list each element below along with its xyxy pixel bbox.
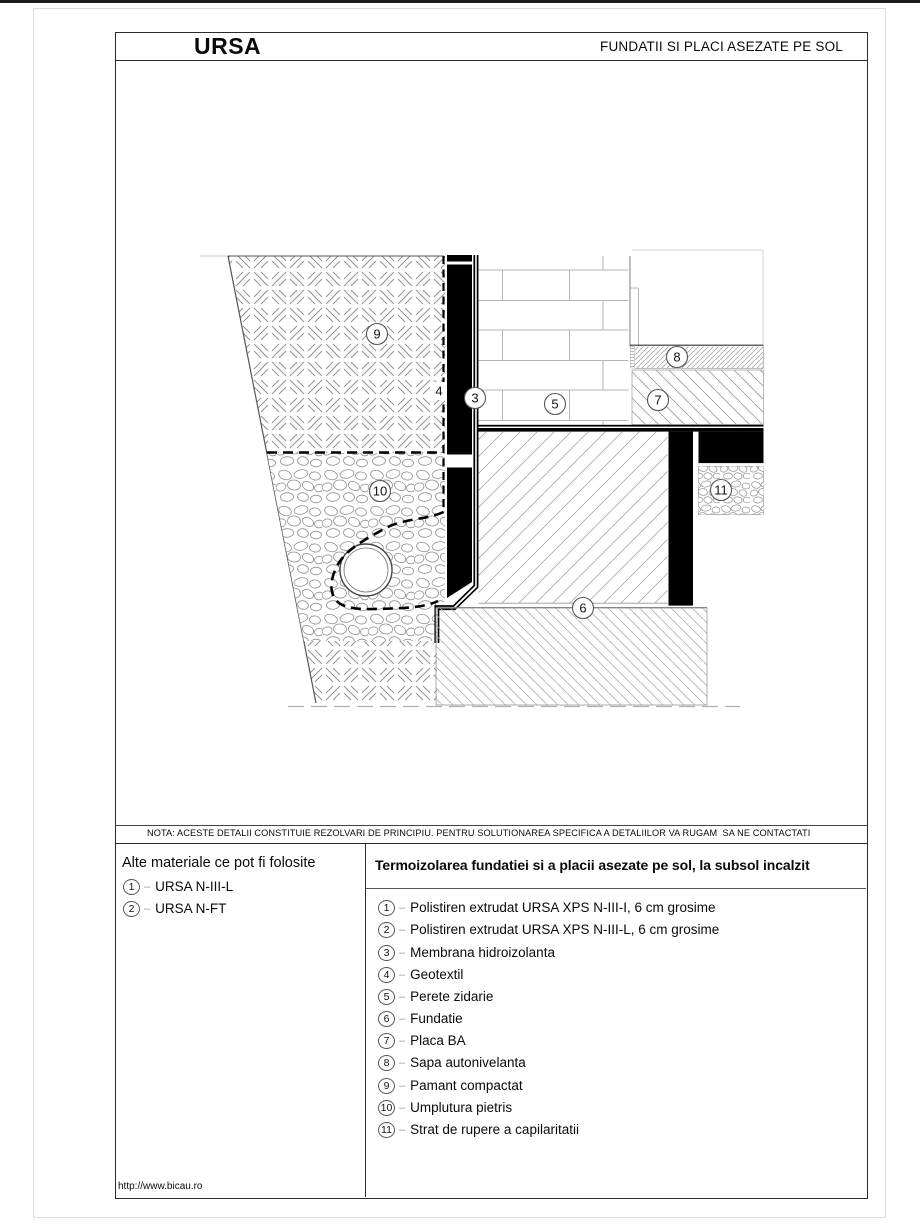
callout-9-label: 9 [373, 326, 381, 342]
callout-5-label: 5 [551, 396, 559, 412]
callout-8-label: 8 [673, 349, 681, 365]
item-label: Fundatie [410, 1011, 463, 1026]
item-number-badge: 9 [378, 1078, 395, 1094]
screed-region [635, 347, 764, 369]
item-label: Placa BA [410, 1033, 466, 1048]
item-number-badge: 4 [378, 967, 395, 983]
legend-item [378, 1010, 463, 1027]
item-label: Membrana hidroizolanta [410, 945, 555, 960]
footer-url: http://www.bicau.ro [118, 1181, 203, 1192]
brand-logo: URSA [194, 33, 262, 59]
item-dash: – [399, 1123, 406, 1136]
item-label: Sapa autonivelanta [410, 1055, 526, 1070]
item-dash: – [399, 1012, 406, 1025]
interior-xps-strip [669, 432, 694, 606]
item-dash: – [399, 968, 406, 981]
screed-edge-strip [630, 347, 634, 369]
item-dash: – [399, 923, 406, 936]
item-number-badge: 3 [378, 945, 395, 961]
item-number-badge: 6 [378, 1011, 395, 1027]
callout-10-label: 10 [372, 483, 388, 499]
item-dash: – [144, 880, 151, 893]
legend-item [378, 1121, 579, 1138]
item-number-badge: 5 [378, 989, 395, 1005]
xps-wall-strip [447, 255, 472, 598]
item-label: URSA N-III-L [155, 879, 234, 894]
legend-item [378, 899, 715, 916]
item-number-badge: 2 [123, 901, 140, 917]
item-number-badge: 7 [378, 1033, 395, 1049]
item-dash: – [144, 902, 151, 915]
callout-4-label: 4 [435, 383, 443, 399]
alt-material-item [123, 900, 226, 917]
wall-concrete-region [479, 432, 668, 603]
item-number-badge: 8 [378, 1055, 395, 1071]
callout-7-label: 7 [654, 392, 662, 408]
item-dash: – [399, 1101, 406, 1114]
callout-11-label: 11 [714, 482, 728, 498]
item-label: URSA N-FT [155, 901, 227, 916]
item-dash: – [399, 1034, 406, 1047]
callout-6-label: 6 [579, 600, 587, 616]
horizontal-membrane [477, 425, 764, 432]
callout-3-label: 3 [471, 390, 479, 406]
item-label: Perete zidarie [410, 989, 494, 1004]
item-number-badge: 1 [378, 900, 395, 916]
legend-item [378, 988, 493, 1005]
item-dash: – [399, 990, 406, 1003]
floor-xps-board [699, 432, 764, 464]
item-label: Umplutura pietris [410, 1100, 513, 1115]
item-dash: – [399, 946, 406, 959]
item-number-badge: 10 [378, 1100, 395, 1116]
alt-material-item [123, 878, 233, 895]
legend-item [378, 944, 555, 961]
legend-item [378, 1077, 523, 1094]
item-dash: – [399, 901, 406, 914]
legend-item [378, 1032, 466, 1049]
item-label: Polistiren extrudat URSA XPS N-III-I, 6 cm grosime [410, 900, 716, 915]
legend-item [378, 921, 719, 938]
item-number-badge: 1 [123, 879, 140, 895]
header-title: FUNDATII SI PLACI ASEZATE PE SOL [600, 39, 843, 54]
item-label: Polistiren extrudat URSA XPS N-III-L, 6 cm grosime [410, 922, 720, 937]
alt-materials-title: Alte materiale ce pot fi folosite [122, 855, 316, 871]
foundation-region [436, 608, 707, 705]
legend-item [378, 966, 463, 983]
item-dash: – [399, 1056, 406, 1069]
item-number-badge: 11 [378, 1122, 395, 1138]
item-number-badge: 2 [378, 922, 395, 938]
item-label: Strat de rupere a capilaritatii [410, 1122, 579, 1137]
note-text: NOTA: ACESTE DETALII CONSTITUIE REZOLVARI DE PRINCIPIU. PENTRU SOLUTIONAREA SPECIFICA A DETALIILOR VA RUGAM SA NE CONTACTATI [147, 828, 811, 838]
legend-item [378, 1099, 512, 1116]
item-label: Geotextil [410, 967, 464, 982]
legend-item [378, 1054, 526, 1071]
item-dash: – [399, 1079, 406, 1092]
item-label: Pamant compactat [410, 1078, 523, 1093]
legend-title: Termoizolarea fundatiei si a placii asezate pe sol, la subsol incalzit [375, 857, 810, 873]
